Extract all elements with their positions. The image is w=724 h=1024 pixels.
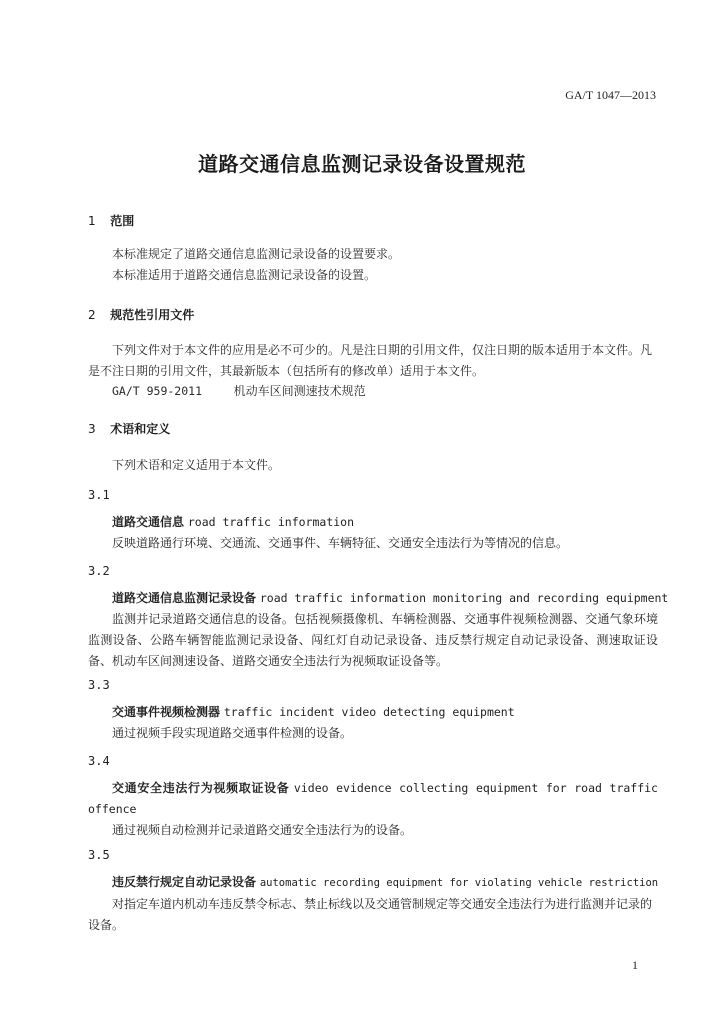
term-definition: 反映道路通行环境、交通流、交通事件、车辆特征、交通安全违法行为等情况的信息。 [112,536,569,550]
section-2-heading [88,306,194,323]
section-2-body [88,340,658,382]
page-number: 1 [632,958,638,972]
term-definition: 通过视频自动检测并记录道路交通安全违法行为的设备。 [112,823,413,837]
section-number: 3 [88,422,96,436]
term-english: traffic incident video detecting equipment [223,705,515,719]
term-entry [88,512,658,554]
section-title: 术语和定义 [110,422,171,436]
reference-code: GA/T 959-2011 [112,384,203,398]
clause-number: 3.3 [88,678,110,692]
term-entry [88,778,658,841]
term-definition: 通过视频手段实现道路交通事件检测的设备。 [112,726,353,740]
reference-title: 机动车区间测速技术规范 [233,384,366,398]
term-chinese: 道路交通信息监测记录设备 [112,591,257,605]
paragraph: 本标准规定了道路交通信息监测记录设备的设置要求。 [112,247,401,261]
section-3-heading [88,420,170,437]
term-chinese: 违反禁行规定自动记录设备 [112,875,257,889]
section-number: 1 [88,214,96,228]
section-title: 范围 [110,214,135,228]
clause-number: 3.1 [88,488,110,502]
term-english: road traffic information [187,515,355,529]
section-title: 规范性引用文件 [110,308,195,322]
section-1-heading [88,212,134,229]
paragraph: 本标准适用于道路交通信息监测记录设备的设置。 [112,268,377,282]
term-chinese: 道路交通信息 [112,515,185,529]
term-english: automatic recording equipment for violating vehicle restriction [259,877,659,889]
standard-code: GA/T 1047—2013 [565,88,656,102]
clause-number: 3.2 [88,564,110,578]
term-definition: 监测并记录道路交通信息的设备。包括视频摄像机、车辆检测器、交通事件视频检测器、交通气象环境监测设备、公路车辆智能监测记录设备、闯红灯自动记录设备、违反禁行规定自动记录设备、测速取证设备、机动车区间测速设备、道路交通安全违法行为视频取证设备等。 [88,612,658,668]
section-3-intro [88,455,658,476]
normative-reference [112,382,366,399]
term-english: road traffic information monitoring and recording equipment [259,591,669,605]
paragraph: 下列文件对于本文件的应用是必不可少的。凡是注日期的引用文件，仅注日期的版本适用于本文件。凡是不注日期的引用文件，其最新版本（包括所有的修改单）适用于本文件。 [88,343,653,378]
clause-number: 3.4 [88,754,110,768]
section-number: 2 [88,308,96,322]
section-1-body [88,244,658,286]
term-entry [88,872,658,936]
term-english: video evidence collecting equipment for road traffic offence [88,781,658,816]
term-entry [88,702,658,744]
document-title: 道路交通信息监测记录设备设置规范 [198,152,526,176]
term-chinese: 交通事件视频检测器 [112,705,221,719]
paragraph: 下列术语和定义适用于本文件。 [112,458,281,472]
term-chinese: 交通安全违法行为视频取证设备 [112,781,290,795]
clause-number: 3.5 [88,848,110,862]
term-entry [88,588,669,672]
term-definition: 对指定车道内机动车违反禁令标志、禁止标线以及交通管制规定等交通安全违法行为进行监测并记录的设备。 [88,897,653,932]
